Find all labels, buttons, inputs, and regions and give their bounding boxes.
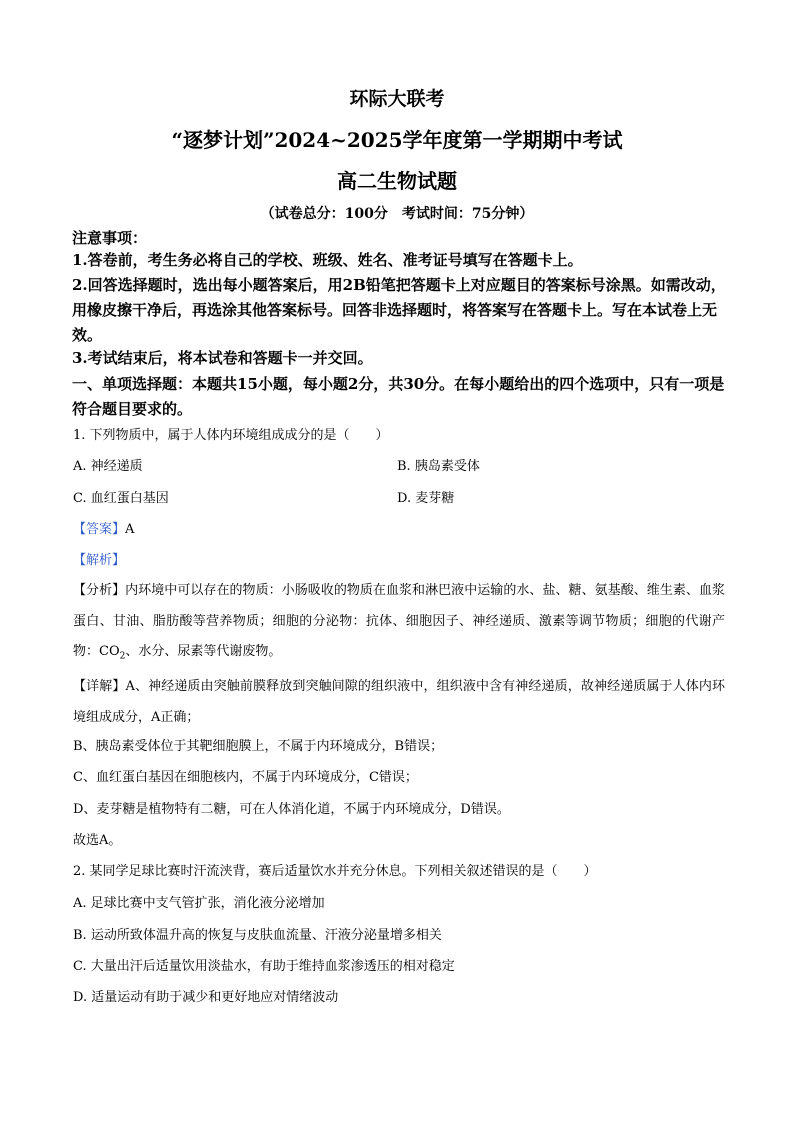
detail-tag: 【详解】 — [73, 679, 126, 694]
exam-subject: 高二生物试题 — [337, 169, 457, 193]
q2-option-a: A. 足球比赛中支气管扩张，消化液分泌增加 — [73, 896, 325, 911]
note-3: 3.考试结束后，将本试卷和答题卡一并交回。 — [72, 349, 373, 367]
q1-detail-b: B、胰岛素受体位于其靶细胞膜上，不属于内环境成分，B错误； — [73, 739, 444, 754]
analysis-tag: 【分析】 — [73, 583, 126, 598]
notes-heading: 注意事项： — [72, 229, 148, 247]
q1-option-b: B. 胰岛素受体 — [397, 459, 480, 474]
exam-title: “逐梦计划”2024~2025学年度第一学期期中考试 — [171, 128, 623, 152]
q2-option-b: B. 运动所致体温升高的恢复与皮肤血流量、汗液分泌量增多相关 — [73, 928, 442, 943]
q1-stem: 1. 下列物质中，属于人体内环境组成成分的是（ ） — [73, 428, 389, 443]
q1-explain-tag: 【解析】 — [73, 553, 126, 568]
detail-a: A、神经递质由突触前膜释放到突触间隙的组织液中，组织液中含有神经递质，故神经递质属于人体内环境组成成分，A正确； — [73, 679, 725, 725]
answer-tag: 【答案】 — [73, 522, 126, 537]
q1-detail-c: C、血红蛋白基因在细胞核内，不属于内环境成分，C错误； — [73, 770, 418, 785]
analysis-subscript: 2 — [119, 651, 126, 662]
q1-detail — [73, 672, 725, 733]
q1-analysis — [73, 576, 725, 672]
exam-org: 环际大联考 — [349, 88, 445, 110]
note-2: 2.回答选择题时，选出每小题答案后，用2B铅笔把答题卡上对应题目的答案标号涂黑。如需改动，用橡皮擦干净后，再选涂其他答案标号。回答非选择题时，将答案写在答题卡上。写在本试卷上无效。 — [72, 276, 726, 344]
q1-conclusion: 故选A。 — [73, 833, 122, 848]
analysis-text-a: 内环境中可以存在的物质：小肠吸收的物质在血浆和淋巴液中运输的水、盐、糖、氨基酸、维生素、血浆蛋白、甘油、脂肪酸等营养物质；细胞的分泌物：抗体、细胞因子、神经递质、激素等调节物质；细胞的代谢产物：CO — [73, 583, 725, 659]
answer-value: A — [125, 522, 135, 537]
q2-stem: 2. 某同学足球比赛时汗流浃背，赛后适量饮水并充分休息。下列相关叙述错误的是（ ） — [73, 864, 597, 879]
note-1: 1.答卷前，考生务必将自己的学校、班级、姓名、准考证号填写在答题卡上。 — [72, 251, 583, 269]
q1-detail-d: D、麦芽糖是植物特有二糖，可在人体消化道，不属于内环境成分，D错误。 — [73, 802, 510, 817]
q2-option-c: C. 大量出汗后适量饮用淡盐水，有助于维持血浆渗透压的相对稳定 — [73, 959, 455, 974]
analysis-text-b: 、水分、尿素等代谢废物。 — [125, 644, 282, 659]
q1-answer — [73, 520, 134, 540]
section-heading: 一、单项选择题：本题共15小题，每小题2分，共30分。在每小题给出的四个选项中，只有一项是符合题目要求的。 — [72, 375, 725, 418]
exam-info: （试卷总分：100分 考试时间：75分钟） — [260, 206, 534, 222]
q1-option-d: D. 麦芽糖 — [397, 491, 455, 506]
q1-option-c: C. 血红蛋白基因 — [73, 491, 169, 506]
q2-option-d: D. 适量运动有助于减少和更好地应对情绪波动 — [73, 990, 339, 1005]
q1-option-a: A. 神经递质 — [73, 459, 143, 474]
